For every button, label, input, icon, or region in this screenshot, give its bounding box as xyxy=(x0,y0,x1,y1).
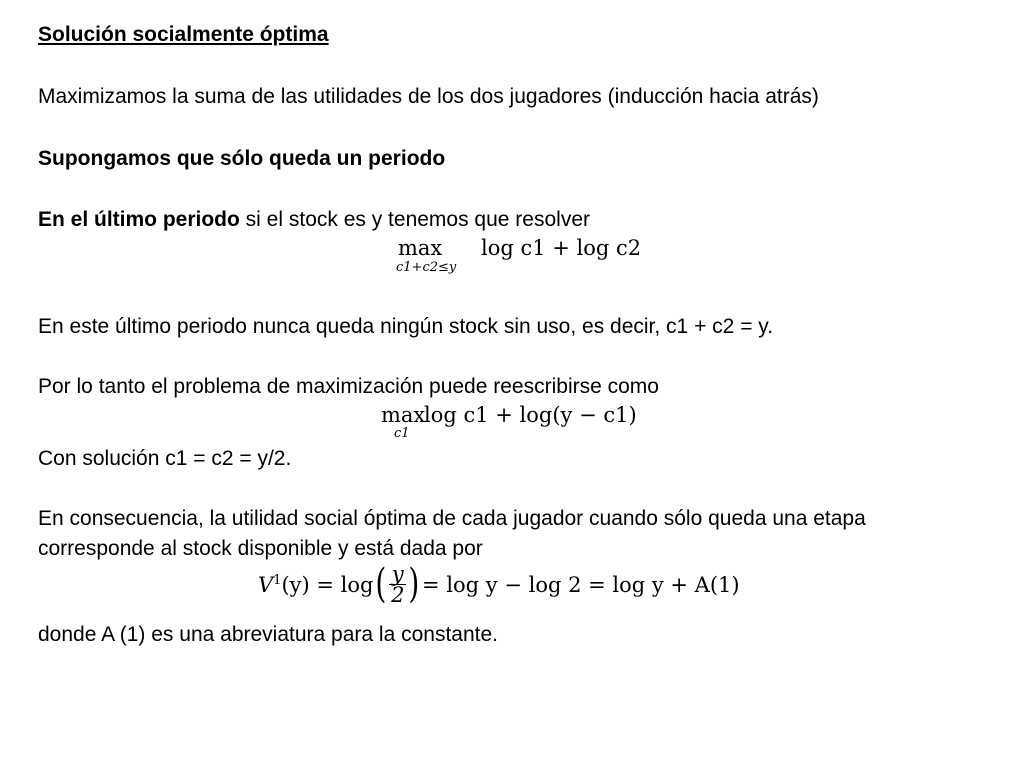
paragraph-consequence-line-2: corresponde al stock disponible y está dada por xyxy=(38,537,483,560)
equation-3-fraction-den: 2 xyxy=(391,583,405,607)
equation-2-subscript: c1 xyxy=(394,426,410,441)
equation-3-fraction-num: y xyxy=(391,562,404,586)
paragraph-reformulate: Por lo tanto el problema de maximización puede reescribirse como xyxy=(38,375,659,398)
equation-3-lhs: V xyxy=(258,573,274,597)
equation-3-left-paren: ( xyxy=(375,560,387,607)
equation-3-fraction xyxy=(389,564,406,605)
equation-2-op: max xyxy=(381,403,426,427)
paragraph-no-stock-left: En este último periodo nunca queda ningún stock sin uso, es decir, c1 + c2 = y. xyxy=(38,315,774,338)
equation-1-expression: log c1 + log c2 xyxy=(481,236,642,260)
paragraph-constant: donde A (1) es una abreviatura para la constante. xyxy=(38,623,498,646)
equation-3 xyxy=(258,560,740,607)
equation-2-expression: log c1 + log(y − c1) xyxy=(424,403,637,427)
last-period-bold: En el último periodo xyxy=(38,208,240,231)
paragraph-solution: Con solución c1 = c2 = y/2. xyxy=(38,447,292,470)
equation-1-op: max xyxy=(398,236,443,260)
last-period-rest: si el stock es y tenemos que resolver xyxy=(239,208,590,231)
equation-3-right-paren: ) xyxy=(408,560,420,607)
slide-heading: Solución socialmente óptima xyxy=(38,23,329,46)
paragraph-last-period xyxy=(38,207,590,233)
equation-3-rhs: = log y − log 2 = log y + A(1) xyxy=(422,573,740,597)
equation-3-sup: 1 xyxy=(273,573,282,588)
paragraph-consequence-line-1: En consecuencia, la utilidad social óptima de cada jugador cuando sólo queda una etapa xyxy=(38,507,866,530)
equation-1-subscript: c1+c2≤y xyxy=(396,260,457,275)
paragraph-one-period: Supongamos que sólo queda un periodo xyxy=(38,147,446,170)
paragraph-maximize-sum: Maximizamos la suma de las utilidades de los dos jugadores (inducción hacia atrás) xyxy=(38,85,819,108)
equation-3-arg: (y) = log xyxy=(281,573,374,597)
